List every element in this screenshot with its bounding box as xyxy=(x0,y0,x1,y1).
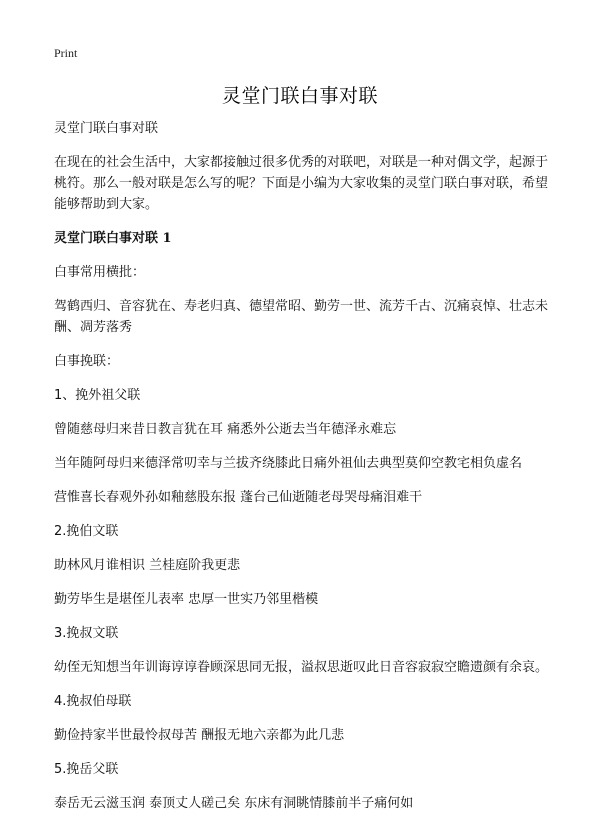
item-label: 3.挽叔文联 xyxy=(54,626,119,641)
couplet-line: 泰岳无云滋玉润 泰顶丈人磋己矣 东床有洞眺情膝前半子痛何如 xyxy=(54,796,414,811)
item-label: 1、挽外祖父联 xyxy=(54,388,141,403)
common-banners-text: 驾鹤西归、音容犹在、寿老归真、德望常昭、勤劳一世、流芳千古、沉痛哀悼、壮志未酬、凋芳落秀 xyxy=(54,299,549,335)
couplet-line: 幼侄无知想当年训诲谆谆眷顾深思同无报，溢叔思逝叹此日音容寂寂空瞻遗颜有余哀。 xyxy=(54,660,549,675)
item-label: 2.挽伯文联 xyxy=(54,524,119,539)
common-banners-label: 白事常用横批： xyxy=(54,265,146,280)
couplet-line: 当年随阿母归来德泽常叨幸与兰拔齐绕膝此日痛外祖仙去典型莫仰空教宅相负虚名 xyxy=(54,456,523,471)
section-heading: 灵堂门联白事对联 1 xyxy=(54,231,172,246)
couplet-line: 助林风月谁相识 兰桂庭阶我更悲 xyxy=(54,558,241,573)
print-label[interactable]: Print xyxy=(54,46,78,60)
item-label: 4.挽叔伯母联 xyxy=(54,694,132,709)
couplet-line: 营惟喜长春观外孙如釉慈股东报 蓬台己仙逝随老母哭母痛泪难干 xyxy=(54,490,423,505)
page-title: 灵堂门联白事对联 xyxy=(221,85,378,107)
item-label: 5.挽岳父联 xyxy=(54,762,119,777)
couplet-line: 曾随慈母归来昔日教言犹在耳 痛悉外公逝去当年德泽永难忘 xyxy=(54,422,397,437)
couplet-line: 勤劳毕生是堪侄儿表率 忠厚一世实乃邻里楷模 xyxy=(54,592,319,607)
document-subtitle: 灵堂门联白事对联 xyxy=(54,121,159,136)
document-body xyxy=(54,118,552,827)
couplet-line: 勤俭持家半世最怜叔母苦 酬报无地六亲都为此几悲 xyxy=(54,728,345,743)
intro-paragraph: 在现在的社会生活中，大家都接触过很多优秀的对联吧，对联是一种对偶文学，起源于桃符。那么一般对联是怎么写的呢？下面是小编为大家收集的灵堂门联白事对联，希望能够帮助到大家。 xyxy=(54,155,549,212)
elegy-label: 白事挽联： xyxy=(54,354,120,369)
